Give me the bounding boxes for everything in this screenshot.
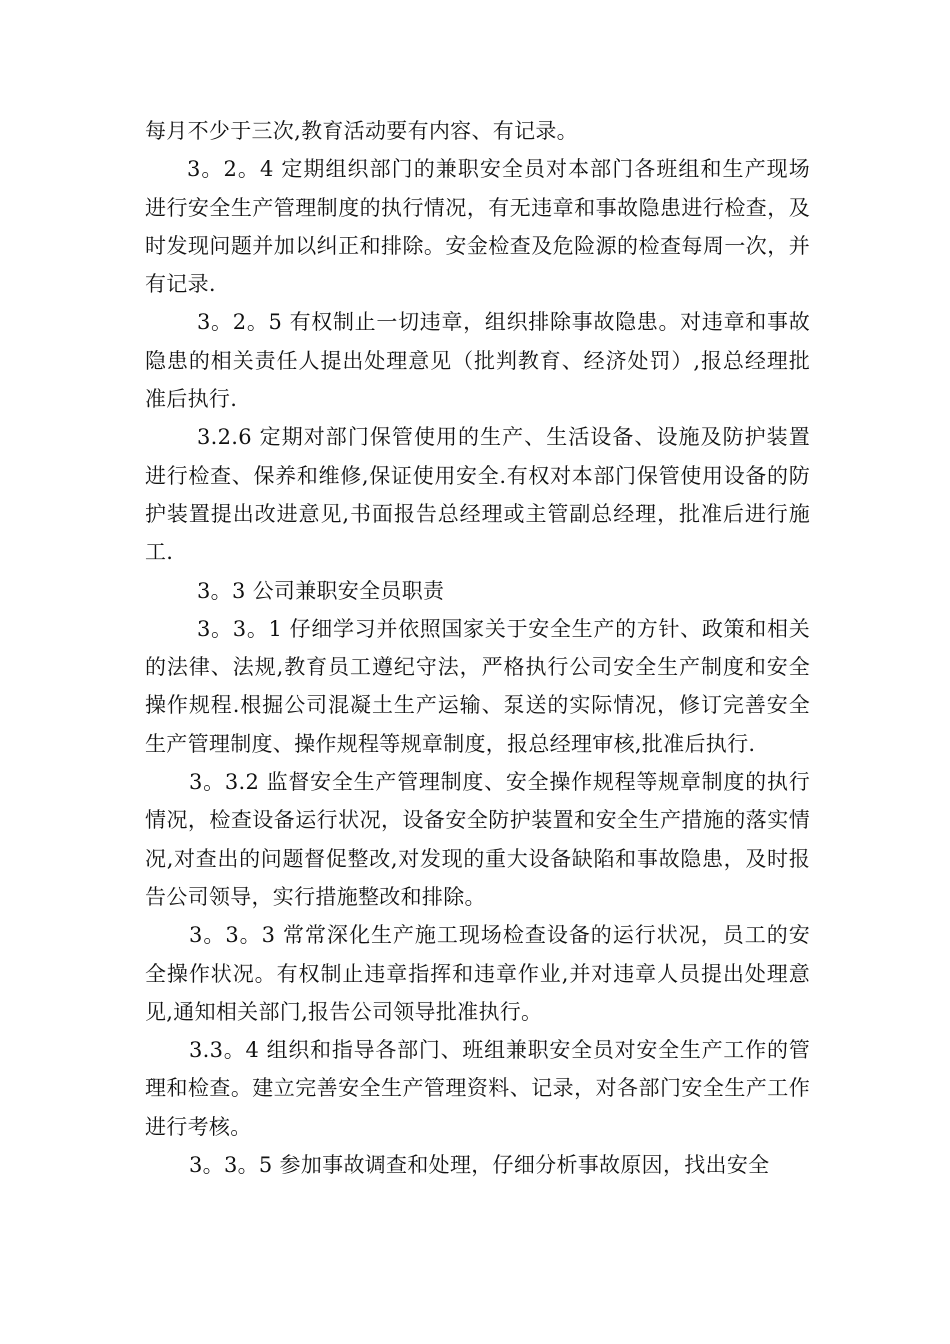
paragraph-3-3-2: 3。3.2 监督安全生产管理制度、安全操作规程等规章制度的执行情况，检查设备运行状况，设备安全防护装置和安全生产措施的落实情况,对查出的问题督促整改,对发现的重大设备缺陷和事故隐患，及时报告公司领导，实行措施整改和排除。 (145, 770, 810, 909)
paragraph-3-3-4: 3.3。4 组织和指导各部门、班组兼职安全员对安全生产工作的管理和检查。建立完善安全生产管理资料、记录，对各部门安全生产工作进行考核。 (145, 1038, 810, 1139)
section-heading-3-3: 3。3 公司兼职安全员职责 (197, 578, 445, 603)
paragraph-3-3-3: 3。3。3 常常深化生产施工现场检查设备的运行状况，员工的安全操作状况。有权制止违章指挥和违章作业,并对违章人员提出处理意见,通知相关部门,报告公司领导批准执行。 (145, 923, 810, 1024)
paragraph-3-2-6: 3.2.6 定期对部门保管使用的生产、生活设备、设施及防护装置进行检查、保养和维修,保证使用安全.有权对本部门保管使用设备的防护装置提出改进意见,书面报告总经理或主管副总经理，批准后进行施工. (145, 425, 810, 565)
paragraph-3-2-5: 3。2。5 有权制止一切违章，组织排除事故隐患。对违章和事故隐患的相关责任人提出处理意见（批判教育、经济处罚）,报总经理批准后执行. (145, 310, 810, 412)
paragraph-3-3-1: 3。3。1 仔细学习并依照国家关于安全生产的方针、政策和相关的法律、法规,教育员工遵纪守法，严格执行公司安全生产制度和安全操作规程.根掘公司混凝土生产运输、泵送的实际情况，修订完善安全生产管理制度、操作规程等规章制度，报总经理审核,批准后执行. (145, 616, 810, 756)
paragraph-3-2-4: 3。2。4 定期组织部门的兼职安全员对本部门各班组和生产现场进行安全生产管理制度的执行情况，有无违章和事故隐患进行检查，及时发现问题并加以纠正和排除。安金检查及危险源的检查每周一次，并有记录. (145, 157, 810, 297)
document-body (145, 112, 810, 1184)
paragraph-1: 每月不少于三次,教育活动要有内容、有记录。 (145, 119, 578, 143)
paragraph-3-3-5: 3。3。5 参加事故调查和处理，仔细分析事故原因，找出安全 (189, 1153, 770, 1178)
